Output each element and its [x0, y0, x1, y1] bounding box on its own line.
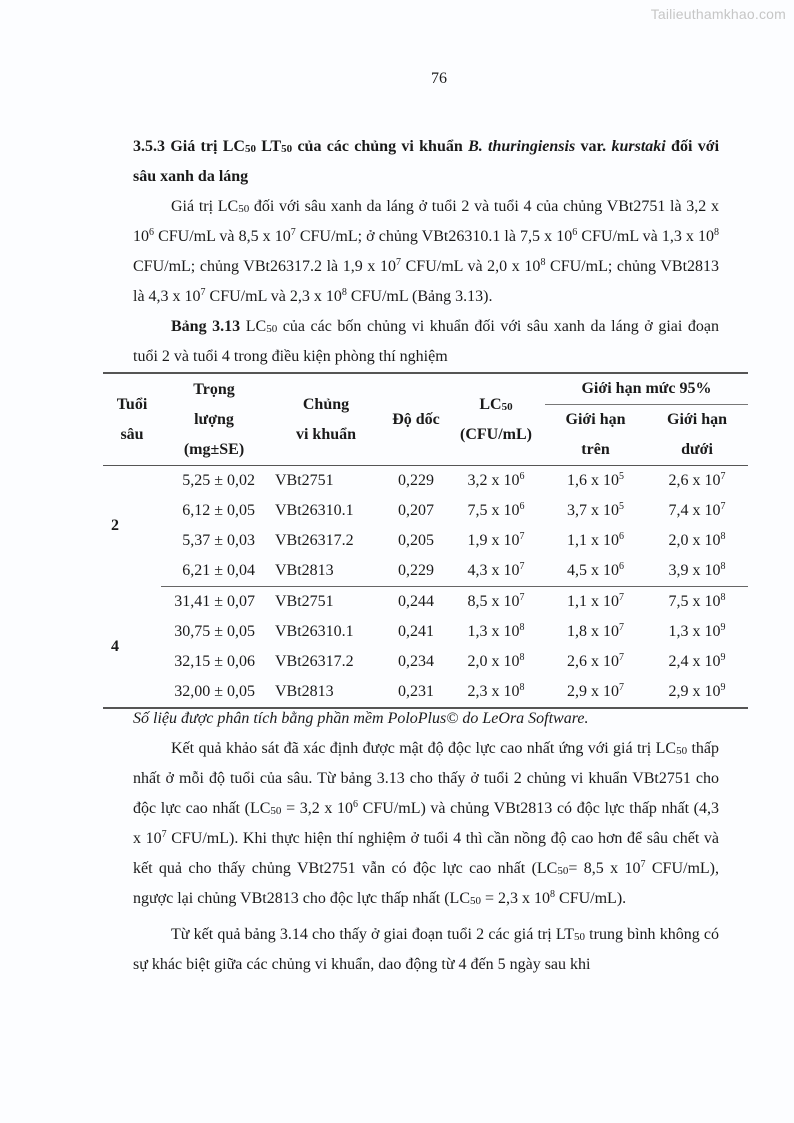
slope-cell: 0,229: [385, 556, 447, 587]
paragraph-lt50: Từ kết quả bảng 3.14 cho thấy ở giai đoạn tuổi 2 các giá trị $LT_{50}$ trung bình không có sự khác biệt giữa các chủng vi khuẩn, dao động từ 4 đến 5 ngày sau khi: [133, 926, 720, 973]
weight-cell: 5,37 ± 0,03: [182, 532, 255, 549]
lc50-cell: 7,5 x $10^6$: [467, 501, 525, 519]
table-row: [103, 617, 748, 647]
section-heading: 3.5.3 Giá trị $LC_{50}$ $LT_{50}$ của các chủng vi khuẩn B. thuringiensis var. kurstaki đối với sâu xanh da láng: [133, 138, 720, 185]
header-lc50: $LC_{50}$ (CFU/mL): [447, 373, 545, 466]
weight-cell: 32,15 ± 0,06: [174, 653, 255, 670]
paragraph-lc50-summary: Giá trị $LC_{50}$ đối với sâu xanh da láng ở tuổi 2 và tuổi 4 của chủng VBt2751 là 3,2 x $10^6$ CFU/mL và 8,5 x $10^7$ CFU/mL; ở chủng VBt26310.1 là 7,5 x $10^6$ CFU/mL và 1,3 x $10^8$ CFU/mL; chủng VBt26317.2 là 1,9 x $10^7$ CFU/mL và 2,0 x $10^8$ CFU/mL; chủng VBt2813 là 4,3 x $10^7$ CFU/mL và 2,3 x $10^8$ CFU/mL (Bảng 3.13).: [133, 198, 720, 305]
header-upper-limit: Giới hạn trên: [545, 405, 646, 466]
table-row: [103, 647, 748, 677]
slope-cell: 0,207: [398, 502, 434, 519]
upper-limit-cell: 1,8 x $10^7$: [567, 622, 624, 640]
watermark: Tailieuthamkhao.com: [650, 6, 786, 22]
header-slope: Độ dốc: [385, 373, 447, 466]
age-cell: 2: [111, 517, 119, 535]
section-body: [133, 132, 719, 372]
header-weight: Trọng lượng (mg±SE): [161, 373, 267, 466]
lower-limit-cell: 7,5 x $10^8$: [668, 592, 726, 610]
lc50-cell: 4,3 x $10^7$: [447, 556, 545, 587]
weight-cell: 30,75 ± 0,05: [174, 623, 255, 640]
slope-cell: 0,231: [385, 677, 447, 708]
upper-limit-cell: 2,9 x $10^7$: [545, 677, 646, 708]
strain-cell: VBt2813: [267, 677, 385, 708]
header-lower-limit: Giới hạn dưới: [646, 405, 748, 466]
paragraph-results: Kết quả khảo sát đã xác định được mật độ độc lực cao nhất ứng với giá trị $LC_{50}$ thấp nhất ở mỗi độ tuổi của sâu. Từ bảng 3.13 cho thấy ở tuổi 2 chủng vi khuẩn VBt2751 cho độc lực cao nhất ($LC_{50} = 3,2$ x $10^6$ CFU/mL) và chủng VBt2813 có độc lực thấp nhất (4,3 x $10^7$ CFU/mL). Khi thực hiện thí nghiệm ở tuổi 4 thì cần nồng độ cao hơn để sâu chết và kết quả cho thấy chủng VBt2751 vẫn có độc lực cao nhất ($LC_{50}= 8,5$ x $10^7$ CFU/mL), ngược lại chủng VBt2813 cho độc lực thấp nhất ($LC_{50} = 2,3$ x $10^8$ CFU/mL).: [133, 740, 720, 907]
lower-limit-cell: 2,6 x $10^7$: [668, 471, 726, 489]
lower-limit-cell: 2,0 x $10^8$: [668, 531, 726, 549]
strain-cell: VBt26310.1: [275, 502, 354, 519]
strain-cell: VBt26317.2: [275, 653, 354, 670]
upper-limit-cell: 4,5 x $10^6$: [545, 556, 646, 587]
slope-cell: 0,205: [398, 532, 434, 549]
lc50-cell: 2,3 x $10^8$: [447, 677, 545, 708]
lc50-cell: 8,5 x $10^7$: [467, 592, 525, 610]
strain-cell: VBt2751: [275, 593, 334, 610]
lower-limit-cell: 1,3 x $10^9$: [668, 622, 726, 640]
lc50-table-container: [103, 372, 748, 709]
slope-cell: 0,229: [398, 472, 434, 489]
strain-cell: VBt2813: [267, 556, 385, 587]
lc50-cell: 2,0 x $10^8$: [467, 652, 525, 670]
age-cell: 4: [103, 587, 161, 709]
lower-limit-cell: 3,9 x $10^8$: [646, 556, 748, 587]
upper-limit-cell: 2,6 x $10^7$: [567, 652, 624, 670]
lower-limit-cell: 2,9 x $10^9$: [646, 677, 748, 708]
strain-cell: VBt2751: [275, 472, 334, 489]
table-row: [103, 526, 748, 556]
page-number: 76: [431, 70, 447, 87]
lower-limit-cell: 7,4 x $10^7$: [668, 501, 726, 519]
table-source-note: Số liệu được phân tích bằng phần mềm PoloPlus© do LeOra Software.: [133, 710, 589, 727]
strain-cell: VBt26317.2: [275, 532, 354, 549]
upper-limit-cell: 1,1 x $10^7$: [567, 592, 624, 610]
slope-cell: 0,234: [398, 653, 434, 670]
table-row: [103, 466, 748, 497]
upper-limit-cell: 1,1 x $10^6$: [567, 531, 624, 549]
upper-limit-cell: 1,6 x $10^5$: [567, 471, 624, 489]
slope-cell: 0,244: [398, 593, 434, 610]
discussion-body: [133, 734, 719, 980]
table-row: [103, 587, 748, 618]
weight-cell: 6,12 ± 0,05: [182, 502, 255, 519]
lc50-cell: 3,2 x $10^6$: [467, 471, 525, 489]
lower-limit-cell: 2,4 x $10^9$: [668, 652, 726, 670]
lc50-cell: 1,3 x $10^8$: [467, 622, 525, 640]
table-row: [103, 496, 748, 526]
header-strain: Chủng vi khuẩn: [267, 373, 385, 466]
weight-cell: 5,25 ± 0,02: [182, 472, 255, 489]
table-caption: Bảng 3.13 $LC_{50}$ của các bốn chủng vi khuẩn đối với sâu xanh da láng ở giai đoạn tuổi 2 và tuổi 4 trong điều kiện phòng thí nghiệm: [133, 318, 719, 365]
table-row: [103, 556, 748, 587]
header-age: Tuổi sâu: [103, 373, 161, 466]
weight-cell: 31,41 ± 0,07: [174, 593, 255, 610]
strain-cell: VBt26310.1: [275, 623, 354, 640]
lc50-cell: 1,9 x $10^7$: [467, 531, 525, 549]
weight-cell: 6,21 ± 0,04: [161, 556, 267, 587]
header-confidence-limits: Giới hạn mức 95%: [545, 373, 748, 405]
upper-limit-cell: 3,7 x $10^5$: [567, 501, 624, 519]
weight-cell: 32,00 ± 0,05: [161, 677, 267, 708]
slope-cell: 0,241: [398, 623, 434, 640]
lc50-table: [103, 372, 748, 709]
